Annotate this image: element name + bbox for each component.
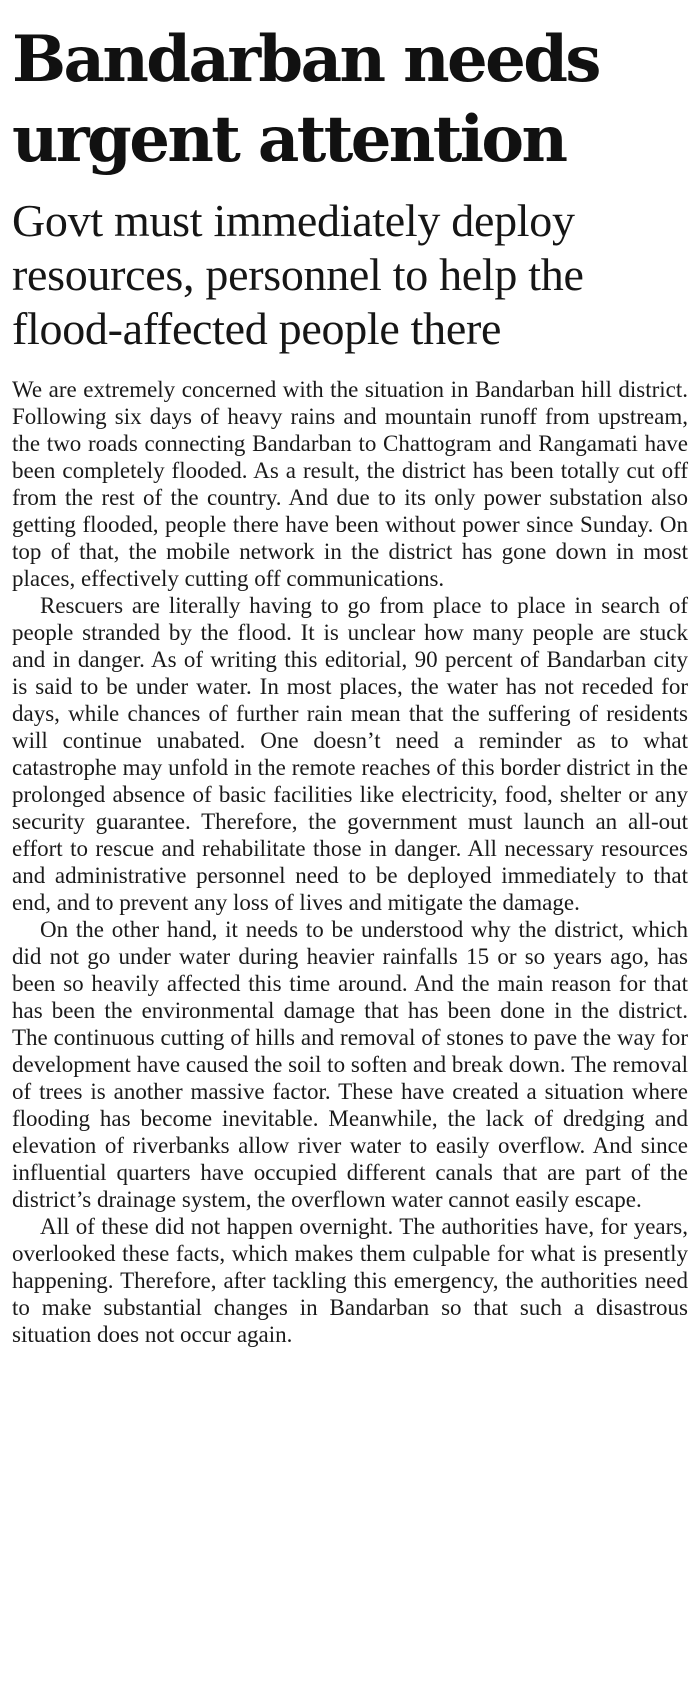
body-paragraph: On the other hand, it needs to be understood why the district, which did not go under water during heavier rainfalls 15 or so years ago, has been so heavily affected this time around. And the main reason for that has been the environmental damage that has been done in the district. The continuous cutting of hills and removal of stones to pave the way for development have caused the soil to soften and break down. The removal of trees is another massive factor. These have created a situation where flooding has become inevitable. Meanwhile, the lack of dredging and elevation of riverbanks allow river water to easily overflow. And since influential quarters have occupied different canals that are part of the district’s drainage system, the overflown water cannot easily escape. bbox=[12, 917, 688, 1212]
subheadline: Govt must immediately deploy resources, personnel to help the flood-affected people there bbox=[12, 195, 584, 354]
article-body bbox=[12, 376, 688, 1348]
body-paragraph: We are extremely concerned with the situation in Bandarban hill district. Following six days of heavy rains and mountain runoff from upstream, the two roads connecting Bandarban to Chattogram and Rangamati have been completely flooded. As a result, the district has been totally cut off from the rest of the country. And due to its only power substation also getting flooded, people there have been without power since Sunday. On top of that, the mobile network in the district has gone down in most places, effectively cutting off communications. bbox=[12, 377, 688, 591]
body-paragraph: Rescuers are literally having to go from place to place in search of people stranded by the flood. It is unclear how many people are stuck and in danger. As of writing this editorial, 90 percent of Bandarban city is said to be under water. In most places, the water has not receded for days, while chances of further rain mean that the suffering of residents will continue unabated. One doesn’t need a reminder as to what catastrophe may unfold in the remote reaches of this border district in the prolonged absence of basic facilities like electricity, food, shelter or any security guarantee. Therefore, the government must launch an all-out effort to rescue and rehabilitate those in danger. All necessary resources and administrative personnel need to be deployed immediately to that end, and to prevent any loss of lives and mitigate the damage. bbox=[12, 593, 688, 915]
body-paragraph: All of these did not happen overnight. The authorities have, for years, overlooked these facts, which makes them culpable for what is presently happening. Therefore, after tackling this emergency, the authorities need to make substantial changes in Bandarban so that such a disastrous situation does not occur again. bbox=[12, 1214, 688, 1347]
headline: Bandarban needs urgent attention bbox=[12, 22, 599, 177]
